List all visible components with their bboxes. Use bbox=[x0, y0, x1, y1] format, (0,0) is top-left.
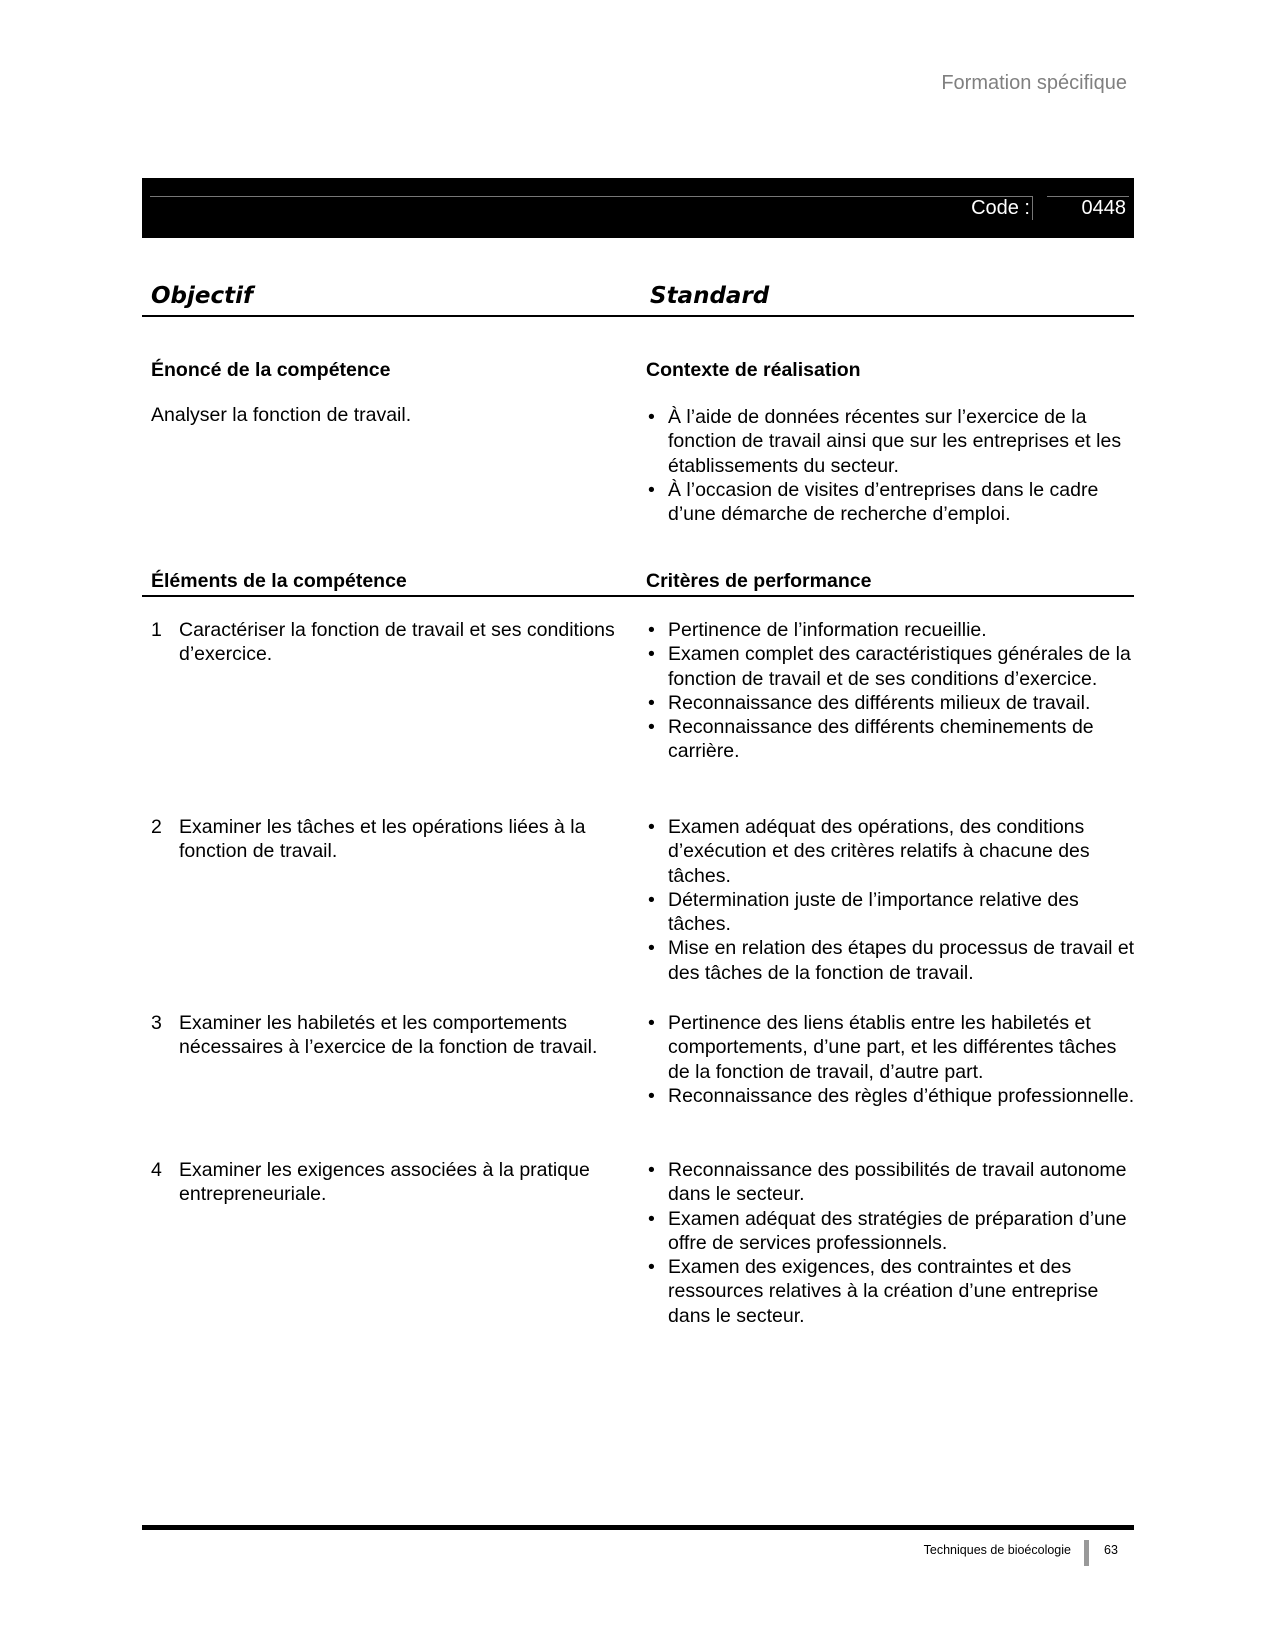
bullet-icon: • bbox=[648, 406, 655, 428]
bullet-icon: • bbox=[648, 1012, 655, 1034]
bullet-icon: • bbox=[648, 1084, 655, 1107]
code-label: Code : bbox=[971, 197, 1030, 219]
criteria-list bbox=[648, 1011, 1138, 1108]
list-item: • Reconnaissance des différents cheminements de carrière. bbox=[648, 716, 1094, 763]
bullet-icon: • bbox=[648, 1207, 655, 1230]
bullet-icon: • bbox=[648, 888, 655, 911]
element-text: Caractériser la fonction de travail et ses conditions d’exercice. bbox=[179, 619, 615, 666]
elements-heading: Éléments de la compétence bbox=[151, 570, 407, 592]
element-number: 2 bbox=[151, 816, 162, 838]
divider bbox=[142, 595, 1134, 597]
list-item: • Examen complet des caractéristiques générales de la fonction de travail et de ses conditions d’exercice. bbox=[648, 643, 1131, 690]
enonce-text: Analyser la fonction de travail. bbox=[151, 404, 412, 426]
code-value: 0448 bbox=[1081, 197, 1126, 219]
bullet-icon: • bbox=[648, 643, 655, 666]
element-text: Examiner les habiletés et les comportements nécessaires à l’exercice de la fonction de travail. bbox=[179, 1012, 598, 1059]
list-item: • Reconnaissance des différents milieux de travail. bbox=[648, 691, 1091, 714]
list-item: • Reconnaissance des possibilités de travail autonome dans le secteur. bbox=[648, 1159, 1127, 1206]
list-item: • À l’occasion de visites d’entreprises dans le cadre d’une démarche de recherche d’emploi. bbox=[648, 478, 1099, 526]
divider bbox=[1084, 1540, 1089, 1566]
bullet-icon: • bbox=[648, 816, 655, 838]
code-bar bbox=[142, 178, 1134, 238]
bullet-icon: • bbox=[648, 691, 655, 714]
criteres-heading: Critères de performance bbox=[646, 570, 872, 592]
list-item: • Pertinence de l’information recueillie. bbox=[648, 619, 987, 641]
bullet-icon: • bbox=[648, 716, 655, 739]
list-item: • Mise en relation des étapes du processus de travail et des tâches de la fonction de travail. bbox=[648, 937, 1135, 984]
element-number: 3 bbox=[151, 1012, 162, 1034]
footer-title: Techniques de bioécologie bbox=[923, 1543, 1071, 1557]
list-item: • À l’aide de données récentes sur l’exercice de la fonction de travail ainsi que sur les entreprises et les établissements du secteur. bbox=[648, 406, 1122, 477]
divider bbox=[142, 315, 1134, 317]
element-text: Examiner les tâches et les opérations liées à la fonction de travail. bbox=[179, 816, 586, 863]
bullet-icon: • bbox=[648, 619, 655, 641]
list-item: • Pertinence des liens établis entre les habiletés et comportements, d’une part, et les différentes tâches de la fonction de travail, d’autre part. bbox=[648, 1012, 1117, 1083]
contexte-heading: Contexte de réalisation bbox=[646, 359, 861, 381]
element-number: 4 bbox=[151, 1159, 162, 1181]
contexte-list bbox=[648, 405, 1138, 526]
section-objectif: Objectif bbox=[151, 283, 254, 309]
page-number: 63 bbox=[1104, 1543, 1118, 1557]
criteria-list bbox=[648, 618, 1138, 764]
element-text: Examiner les exigences associées à la pratique entrepreneuriale. bbox=[179, 1159, 590, 1206]
running-head: Formation spécifique bbox=[941, 72, 1127, 94]
bullet-icon: • bbox=[648, 937, 655, 960]
element-number: 1 bbox=[151, 619, 162, 641]
divider bbox=[1032, 196, 1033, 220]
list-item: • Examen adéquat des stratégies de préparation d’une offre de services professionnels. bbox=[648, 1207, 1127, 1254]
list-item: • Détermination juste de l’importance relative des tâches. bbox=[648, 888, 1079, 936]
list-item: • Reconnaissance des règles d’éthique professionnelle. bbox=[648, 1084, 1135, 1107]
bullet-icon: • bbox=[648, 478, 655, 501]
bullet-icon: • bbox=[648, 1256, 655, 1279]
divider bbox=[150, 196, 1032, 197]
criteria-list bbox=[648, 815, 1138, 985]
list-item: • Examen adéquat des opérations, des conditions d’exécution et des critères relatifs à chacune des tâches. bbox=[648, 816, 1090, 887]
list-item: • Examen des exigences, des contraintes et des ressources relatives à la création d’une entreprise dans le secteur. bbox=[648, 1256, 1099, 1327]
enonce-heading: Énoncé de la compétence bbox=[151, 359, 391, 381]
criteria-list bbox=[648, 1158, 1138, 1328]
bullet-icon: • bbox=[648, 1159, 655, 1181]
footer-rule bbox=[142, 1525, 1134, 1530]
section-standard: Standard bbox=[650, 283, 770, 309]
